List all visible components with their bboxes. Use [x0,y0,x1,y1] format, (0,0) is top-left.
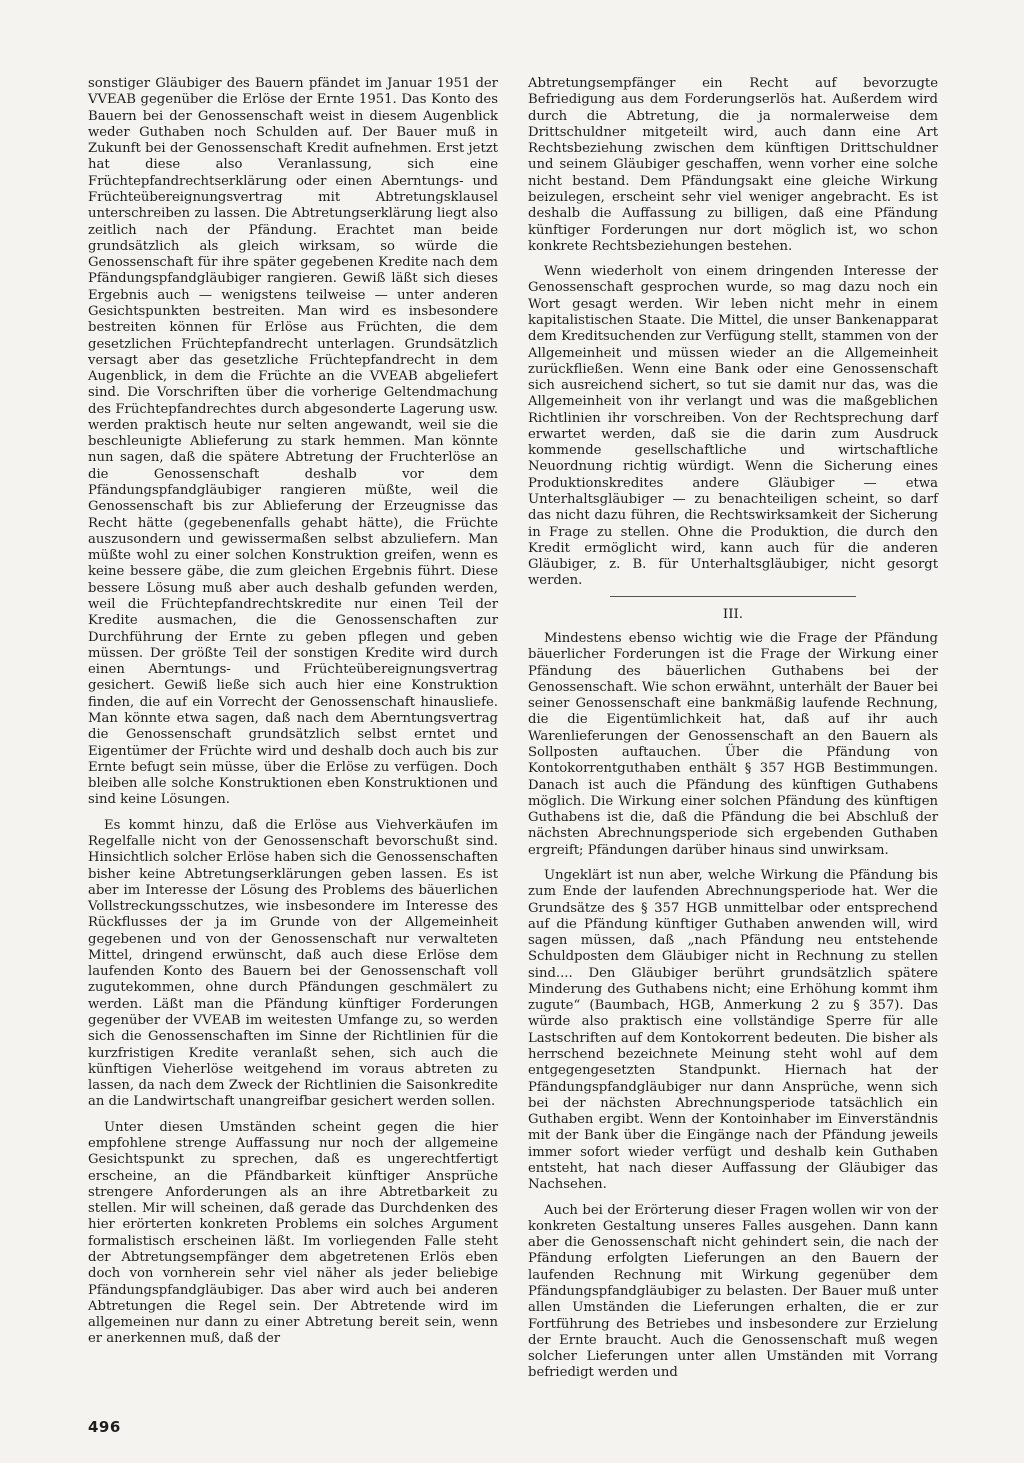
paragraph: Wenn wiederholt von einem dringenden Interesse der Genossenschaft gesprochen wurde, so mag dazu noch ein Wort gesagt werden. Wir leben nicht mehr in einem kapitalistischen Staate. Die Mittel, die unser Bankenapparat dem Kreditsuchenden zur Verfügung stellt, stammen von der Allgemeinheit und müssen wieder an die Allgemeinheit zurückfließen. Wenn eine Bank oder eine Genossenschaft sich ausreichend sichert, so tut sie damit nur das, was die Allgemeinheit von ihr verlangt und was die maßgeblichen Richtlinien ihr vorschreiben. Von der Rechtsprechung darf erwartet werden, daß sie die darin zum Ausdruck kommende gesellschaftliche und wirtschaftliche Neuordnung richtig würdigt. Wenn die Sicherung eines Produktionskredites andere Gläubiger — etwa Unterhaltsgläubiger — zu benachteiligen scheint, so darf das nicht dazu führen, die Rechtswirksamkeit der Sicherung in Frage zu stellen. Ohne die Produktion, die durch den Kredit ermöglicht wird, kann auch für die anderen Gläubiger, z. B. für Unterhaltsgläubiger, nicht gesorgt werden. [528,264,938,589]
paragraph: Es kommt hinzu, daß die Erlöse aus Viehverkäufen im Regelfalle nicht von der Genossenschaft bevorschußt sind. Hinsichtlich solcher Erlöse haben sich die Genossenschaften bisher keine Abtretungserklärungen geben lassen. Es ist aber im Interesse der Lösung des Problems des bäuerlichen Vollstreckungsschutzes, wie insbesondere im Interesse des Rückflusses der ja im Grunde von der Allgemeinheit gegebenen und von der Genossenschaft nur verwalteten Mittel, dringend erwünscht, daß auch diese Erlöse dem laufenden Konto des Bauern bei der Genossenschaft voll zugutekommen, ohne durch Pfändungen geschmälert zu werden. Läßt man die Pfändung künftiger Forderungen gegenüber der VVEAB im weitesten Umfange zu, so werden sich die Genossenschaften im Sinne der Richtlinien für die kurzfristigen Kredite veranlaßt sehen, sich auch die künftigen Vieherlöse weitgehend im voraus abtreten zu lassen, da nach dem Zweck der Richtlinien die Saisonkredite an die Landwirtschaft unangreifbar gesichert werden sollen. [88,817,498,1110]
paragraph: Ungeklärt ist nun aber, welche Wirkung die Pfändung bis zum Ende der laufenden Abrechnungsperiode hat. Wer die Grundsätze des § 357 HGB unmittelbar oder entsprechend auf die Pfändung künftiger Guthaben anwenden will, wird sagen müssen, daß „nach Pfändung neu entstehende Schuldposten dem Gläubiger nicht in Rechnung zu stellen sind.... Den Gläubiger berührt grundsätzlich spätere Minderung des Guthabens nicht; eine Erhöhung kommt ihm zugute“ (Baumbach, HGB, Anmerkung 2 zu § 357). Das würde also praktisch eine vollständige Sperre für alle Lastschriften auf dem Kontokorrent bedeuten. Die bisher als herrschend bezeichnete Meinung steht wohl auf dem entgegengesetzten Standpunkt. Hiernach hat der Pfändungspfandgläubiger nur dann Ansprüche, wenn sich bei der nächsten Abrechnungsperiode tatsächlich ein Guthaben ergibt. Wenn der Kontoinhaber im Einverständnis mit der Bank über die Eingänge nach der Pfändung jeweils immer sofort wieder verfügt und deshalb kein Guthaben entsteht, hat nach dieser Auffassung der Gläubiger das Nachsehen. [528,867,938,1193]
paragraph: Auch bei der Erörterung dieser Fragen wollen wir von der konkreten Gestaltung unseres Falles ausgehen. Dann kann aber die Genossenschaft nicht gehindert sein, die nach der Pfändung erfolgten Lieferungen an den Bauern der laufenden Rechnung mit Wirkung gegenüber dem Pfändungspfandgläubiger zu belasten. Der Bauer muß unter allen Umständen die Lieferungen erhalten, die er zur Fortführung des Betriebes und insbesondere zur Erzielung der Ernte braucht. Auch die Genossenschaft muß wegen solcher Lieferungen unter allen Umständen mit Vorrang befriedigt werden und [528,1202,938,1381]
paragraph: Unter diesen Umständen scheint gegen die hier empfohlene strenge Auffassung nur noch der allgemeine Gesichtspunkt zu sprechen, daß es ungerechtfertigt erscheine, an die Pfändbarkeit künftiger Ansprüche strengere Anforderungen als an ihre Abtretbarkeit zu stellen. Mir will scheinen, daß gerade das Durchdenken des hier erörterten konkreten Problems ein solches Argument formalistisch erscheinen läßt. Im vorliegenden Falle steht der Abtretungsempfänger dem abgetretenen Erlös eben doch von vornherein sehr viel näher als jeder beliebige Pfändungspfandgläubiger. Das aber wird auch bei anderen Abtretungen die Regel sein. Der Abtretende wird im allgemeinen nur dann zu einer Abtretung bereit sein, wenn er anerkennen muß, daß der [88,1119,498,1347]
paragraph: Mindestens ebenso wichtig wie die Frage der Pfändung bäuerlicher Forderungen ist die Frage der Wirkung einer Pfändung des bäuerlichen Guthabens bei der Genossenschaft. Wie schon erwähnt, unterhält der Bauer bei seiner Genossenschaft eine bankmäßig laufende Rechnung, die die Eigentümlichkeit hat, daß auf ihr auch Warenlieferungen der Genossenschaft an den Bauern als Sollposten auftauchen. Über die Pfändung von Kontokorrentguthaben enthält § 357 HGB Bestimmungen. Danach ist auch die Pfändung des künftigen Guthabens möglich. Die Wirkung einer solchen Pfändung des künftigen Guthabens ist die, daß die Pfändung die bei Abschluß der nächsten Abrechnungsperiode sich ergebenden Guthaben ergreift; Pfändungen darüber hinaus sind unwirksam. [528,631,938,858]
paragraph: sonstiger Gläubiger des Bauern pfändet im Januar 1951 der VVEAB gegenüber die Erlöse der Ernte 1951. Das Konto des Bauern bei der Genossenschaft weist in diesem Augenblick weder Guthaben noch Schulden auf. Der Bauer muß in Zukunft bei der Genossenschaft Kredit aufnehmen. Erst jetzt hat diese also Veranlassung, sich eine Früchtepfandrechtserklärung oder einen Aberntungs- und Früchteübereignungsvertrag mit Abtretungsklausel unterschreiben zu lassen. Die Abtretungserklärung liegt also zeitlich nach der Pfändung. Erachtet man beide grundsätzlich als gleich wirksam, so würde die Genossenschaft für ihre später gegebenen Kredite nach dem Pfändungspfandgläubiger rangieren. Gewiß läßt sich dieses Ergebnis auch — wenigstens teilweise — unter anderen Gesichtspunkten bestreiten. Man wird es insbesondere bestreiten können für Erlöse aus Früchten, die dem gesetzlichen Früchtepfandrecht unterlagen. Grundsätzlich versagt aber das gesetzliche Früchtepfandrecht in dem Augenblick, in dem die Früchte an die VVEAB abgeliefert sind. Die Vorschriften über die vorherige Geltendmachung des Früchtepfandrechtes durch abgesonderte Lagerung usw. werden praktisch heute nur selten angewandt, weil sie die beschleunigte Ablieferung zu stark hemmen. Man könnte nun sagen, daß die spätere Abtretung der Fruchterlöse an die Genossenschaft deshalb vor dem Pfändungspfandgläubiger rangieren müßte, weil die Genossenschaft bis zur Ablieferung der Erzeugnisse das Recht hätte (gegebenenfalls gehabt hätte), die Früchte auszusondern und gewissermaßen selbst abzuliefern. Man müßte wohl zu einer solchen Konstruktion greifen, wenn es keine bessere gäbe, die zum gleichen Ergebnis führt. Diese bessere Lösung muß aber auch deshalb gefunden werden, weil die Früchtepfandrechtskredite nur einen Teil der Kredite ausmachen, die die Genossenschaften zur Durchführung der Ernte zu geben pflegen und geben müssen. Der größte Teil der sonstigen Kredite wird durch einen Aberntungs- und Früchteübereignungsvertrag gesichert. Gewiß ließe sich auch hier eine Konstruktion finden, die auf ein Vorrecht der Genossenschaft hinausliefe. Man könnte etwa sagen, daß nach dem Aberntungsvertrag die Genossenschaft grundsätzlich selbst erntet und Eigentümer der Früchte wird und deshalb doch auch bis zur Ernte befugt sein müsse, über die Erlöse zu verfügen. Doch bleiben alle solche Konstruktionen eben Konstruktionen und sind keine Lösungen. [88,76,498,808]
page-number: 496 [88,1418,121,1436]
section-divider [610,596,856,597]
paragraph: Abtretungsempfänger ein Recht auf bevorzugte Befriedigung aus dem Forderungserlös hat. Außerdem wird durch die Abtretung, die ja normalerweise dem Drittschuldner mitgeteilt wird, auch dann eine Art Rechtsbeziehung zwischen dem künftigen Drittschuldner und seinem Gläubiger geschaffen, wenn vorher eine solche nicht bestand. Dem Pfändungsakt eine gleiche Wirkung beizulegen, erscheint sehr viel weniger angebracht. Es ist deshalb die Auffassung zu billigen, daß eine Pfändung künftiger Forderungen nur dort möglich ist, wo schon konkrete Rechtsbeziehungen bestehen. [528,76,938,254]
right-column [528,76,938,1391]
left-column [88,76,498,1357]
section-heading: III. [722,606,744,622]
